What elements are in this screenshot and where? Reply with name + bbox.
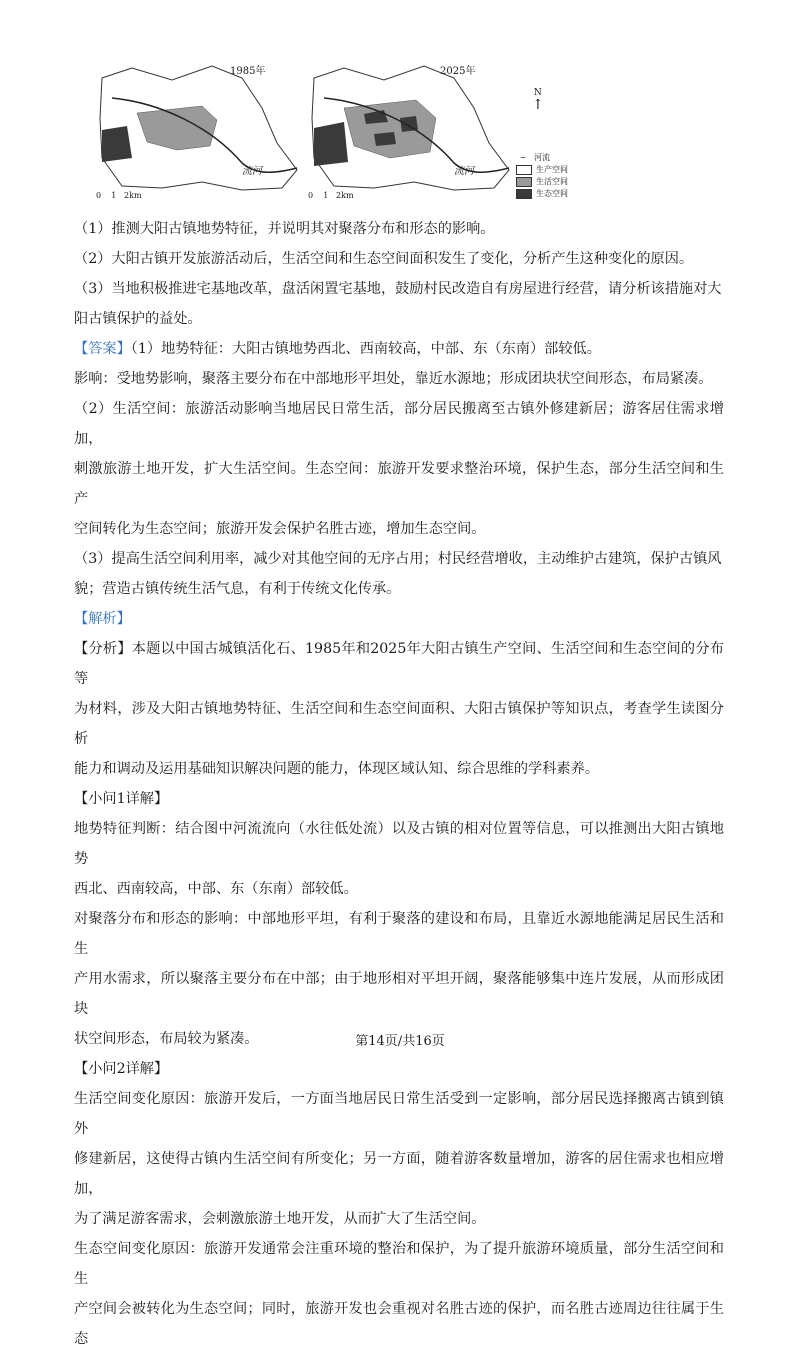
map-legend bbox=[516, 152, 568, 200]
legend-item-production: 生产空间 bbox=[516, 164, 568, 176]
answer-2a: （2）生活空间：旅游活动影响当地居民日常生活，部分居民搬离至古镇外修建新居；游客居住需求增加， bbox=[74, 401, 724, 447]
map-year-2025: 2025年 bbox=[440, 66, 476, 77]
subquestion-1-heading: 【小问1详解】 bbox=[74, 791, 169, 807]
analysis-1b: 为材料，涉及大阳古镇地势特征、生活空间和生态空间面积、大阳古镇保护等知识点，考查学生读图分析 bbox=[74, 701, 724, 747]
subquestion-1a: 地势特征判断：结合图中河流流向（水往低处流）以及古镇的相对位置等信息，可以推测出大阳古镇地势 bbox=[74, 821, 724, 867]
map-2025-drawing bbox=[304, 58, 514, 208]
answer-2b: 刺激旅游土地开发，扩大生活空间。生态空间：旅游开发要求整治环境，保护生态，部分生活空间和生产 bbox=[74, 461, 724, 507]
answer-3b: 貌；营造古镇传统生活气息，有利于传统文化传承。 bbox=[74, 581, 401, 597]
eco-space-2025 bbox=[314, 122, 348, 166]
scale-bar: 0 1 2km bbox=[96, 191, 142, 200]
subquestion-2-heading: 【小问2详解】 bbox=[74, 1061, 169, 1077]
subquestion-2a: 生活空间变化原因：旅游开发后，一方面当地居民日常生活受到一定影响，部分居民选择搬离古镇到镇外 bbox=[74, 1091, 724, 1137]
answer-2c: 空间转化为生态空间；旅游开发会保护名胜古迹，增加生态空间。 bbox=[74, 521, 486, 537]
answer-1: 【答案】（1）地势特征：大阳古镇地势西北、西南较高，中部、东（东南）部较低。 bbox=[74, 341, 601, 357]
subquestion-1e: 状空间形态，布局较为紧凑。 bbox=[74, 1031, 259, 1047]
map-1985 bbox=[92, 58, 302, 208]
legend-item-river: ~ 河流 bbox=[519, 153, 550, 162]
map-2025 bbox=[304, 58, 514, 208]
subquestion-1b: 西北、西南较高，中部、东（东南）部较低。 bbox=[74, 881, 358, 897]
scale-bar-2025: 0 1 2km bbox=[308, 191, 354, 200]
legend-item-living: 生活空间 bbox=[516, 176, 568, 188]
question-1: （1）推测大阳古镇地势特征，并说明其对聚落分布和形态的影响。 bbox=[74, 221, 495, 237]
subquestion-1d: 产用水需求，所以聚落主要分布在中部；由于地形相对平坦开阔，聚落能够集中连片发展，从而形成团块 bbox=[74, 971, 724, 1017]
legend-item-ecological: 生态空间 bbox=[516, 188, 568, 200]
map-1985-drawing bbox=[92, 58, 302, 208]
subquestion-2c: 为了满足游客需求，会刺激旅游土地开发，从而扩大了生活空间。 bbox=[74, 1211, 486, 1227]
subquestion-2e: 产空间会被转化为生态空间；同时，旅游开发也会重视对名胜古迹的保护，而名胜古迹周边往往属于生态 bbox=[74, 1301, 724, 1347]
analysis-1c: 能力和调动及运用基础知识解决问题的能力，体现区域认知、综合思维的学科素养。 bbox=[74, 761, 599, 777]
eco-space-1985 bbox=[102, 126, 132, 162]
page-footer: 第14页/共16页 bbox=[355, 1034, 445, 1049]
document-body bbox=[74, 214, 724, 1354]
north-arrow: N ↑ bbox=[532, 88, 544, 113]
analysis-tag: 【解析】 bbox=[74, 611, 131, 627]
subquestion-2d: 生态空间变化原因：旅游开发通常会注重环境的整治和保护，为了提升旅游环境质量，部分生活空间和生 bbox=[74, 1241, 724, 1287]
answer-3a: （3）提高生活空间利用率，减少对其他空间的无序占用；村民经营增收，主动维护古建筑，保护古镇风 bbox=[74, 551, 722, 567]
figure-maps bbox=[92, 58, 612, 208]
answer-tag: 【答案】 bbox=[74, 341, 131, 357]
answer-1b: 影响：受地势影响，聚落主要分布在中部地形平坦处，靠近水源地；形成团块状空间形态，布局紧凑。 bbox=[74, 371, 713, 387]
river-label: 流河 bbox=[242, 166, 262, 177]
analysis-1a: 【分析】本题以中国古城镇活化石、1985年和2025年大阳古镇生产空间、生活空间和生态空间的分布等 bbox=[74, 641, 724, 687]
subquestion-1c: 对聚落分布和形态的影响：中部地形平坦，有利于聚落的建设和布局，且靠近水源地能满足居民生活和生 bbox=[74, 911, 724, 957]
river-label-2025: 流河 bbox=[454, 166, 474, 177]
question-3a: （3）当地积极推进宅基地改革，盘活闲置宅基地，鼓励村民改造自有房屋进行经营，请分析该措施对大 bbox=[74, 281, 722, 297]
subquestion-2b: 修建新居，这使得古镇内生活空间有所变化；另一方面，随着游客数量增加，游客的居住需求也相应增加， bbox=[74, 1151, 724, 1197]
question-2: （2）大阳古镇开发旅游活动后，生活空间和生态空间面积发生了变化，分析产生这种变化的原因。 bbox=[74, 251, 694, 267]
map-year-1985: 1985年 bbox=[230, 66, 266, 77]
question-3b: 阳古镇保护的益处。 bbox=[74, 311, 202, 327]
